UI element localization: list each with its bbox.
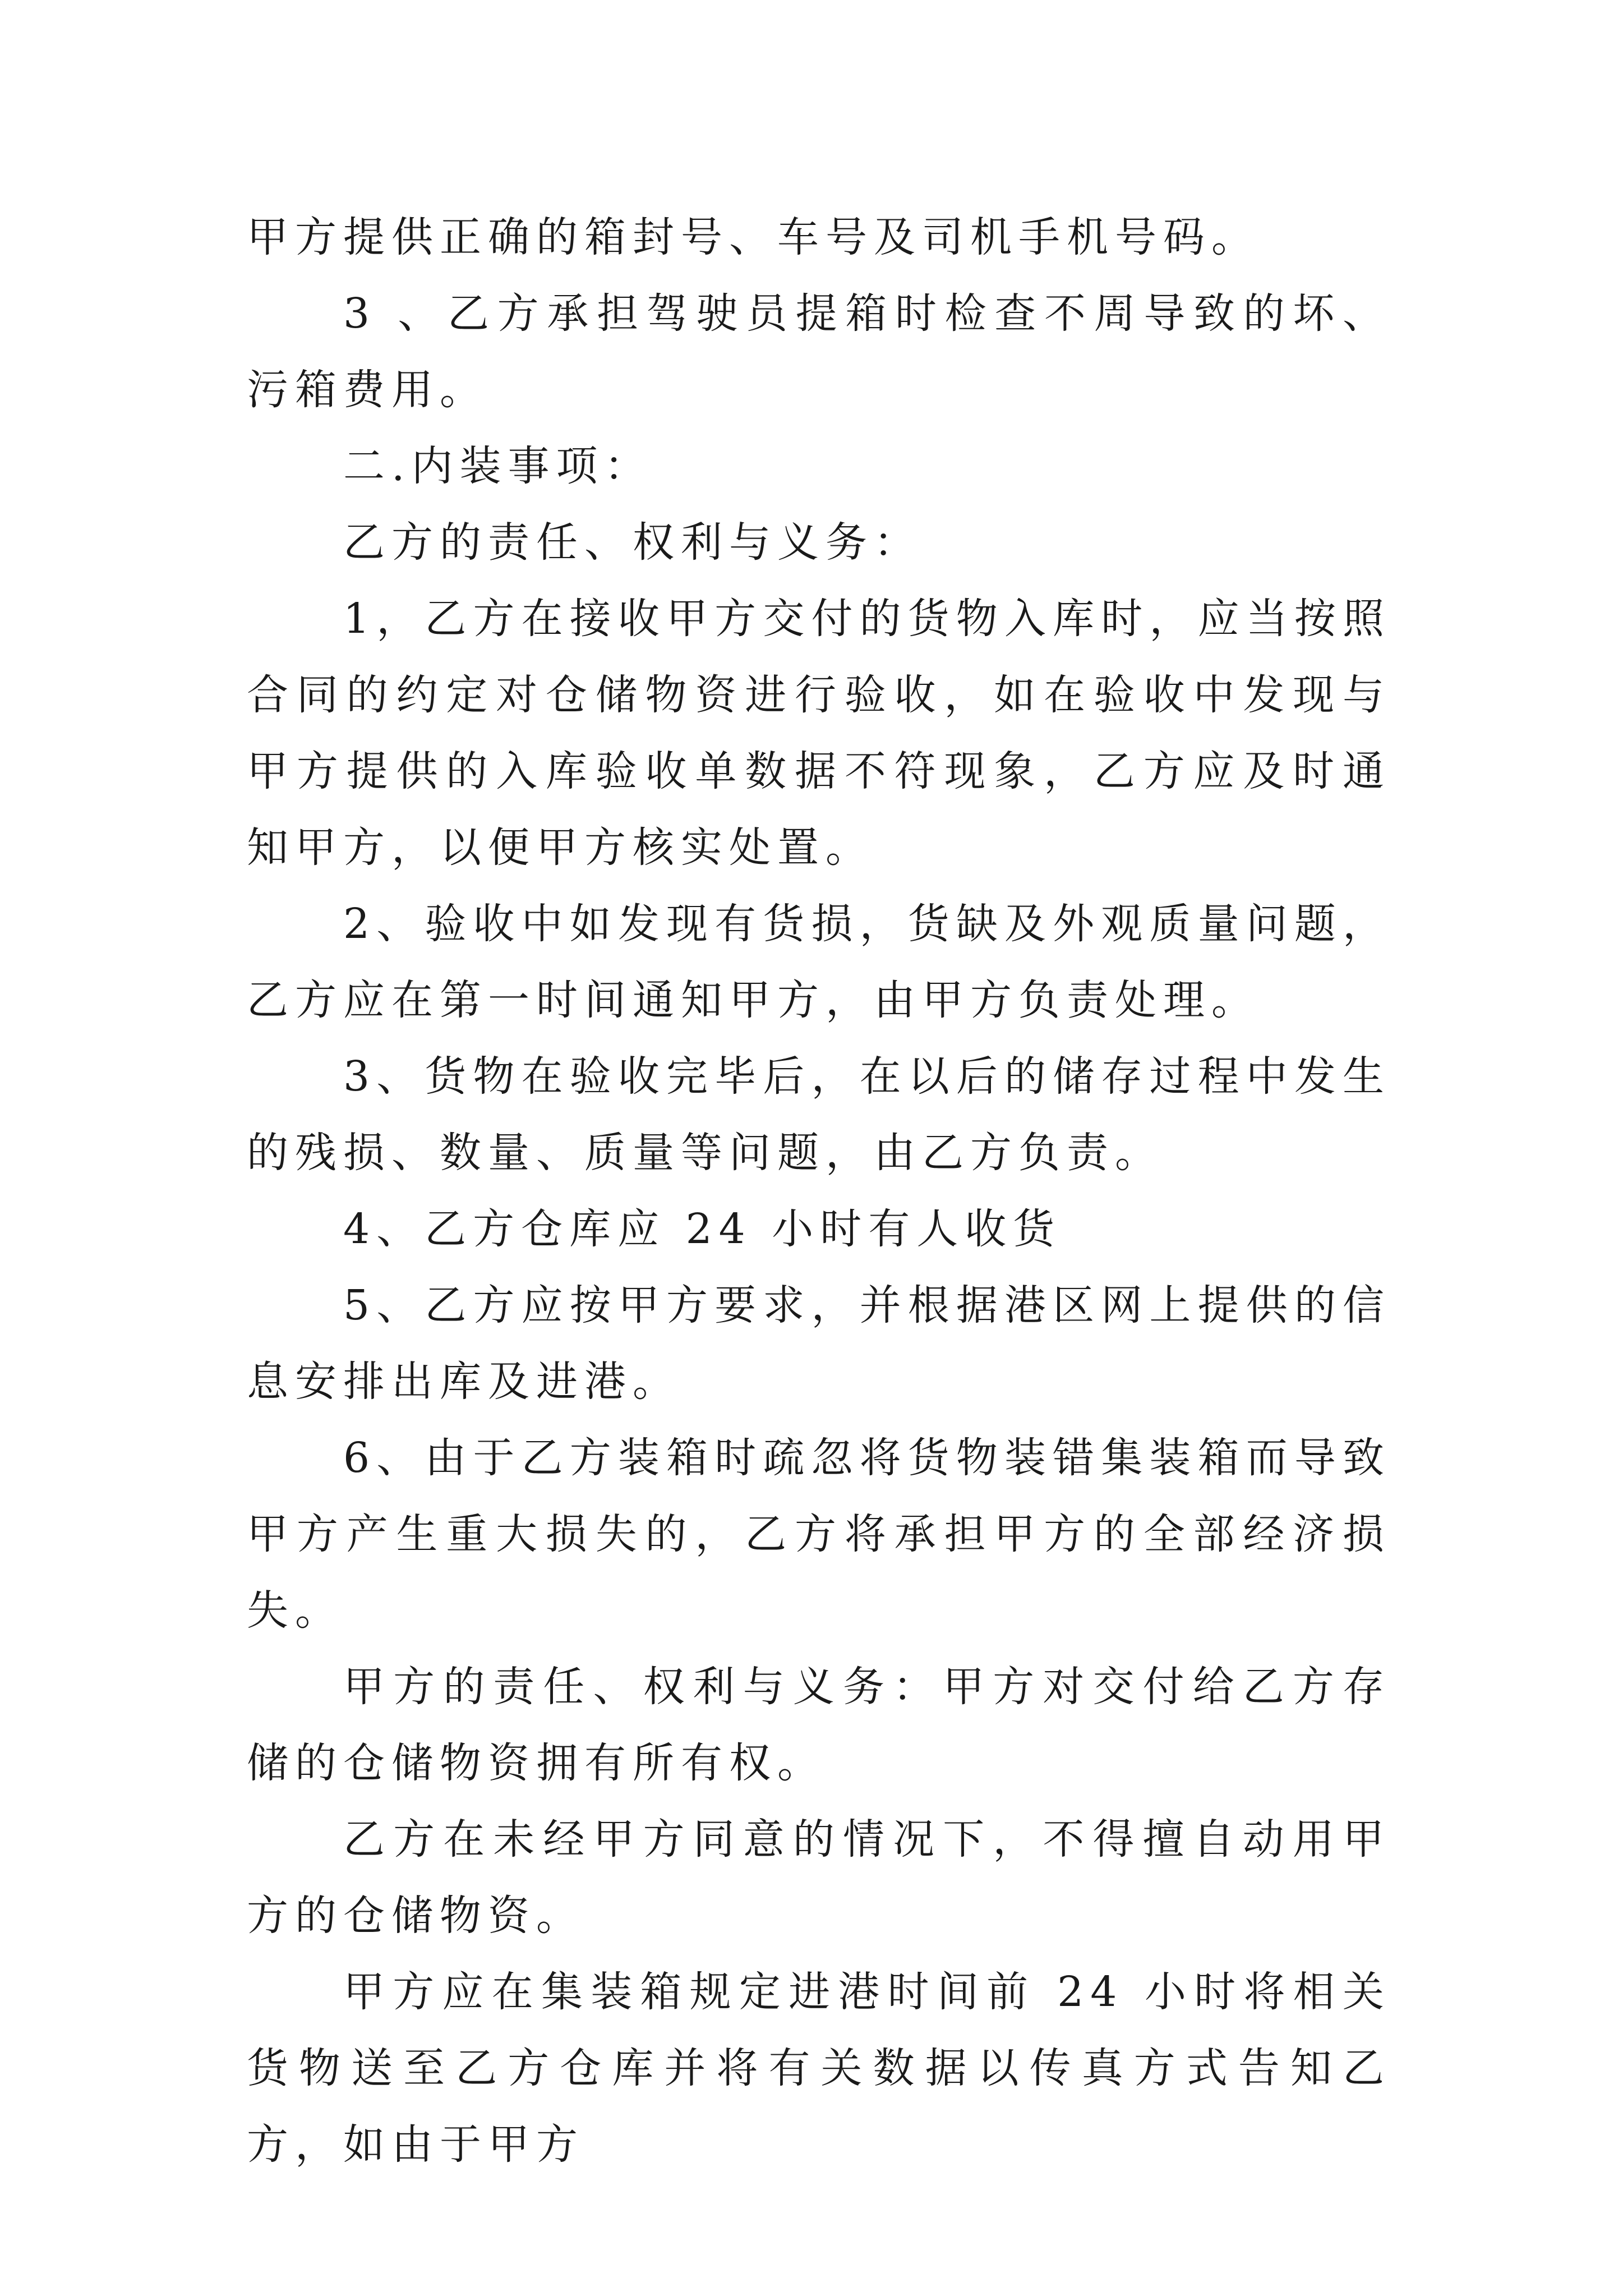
paragraph-item-1-inspection: 1，乙方在接收甲方交付的货物入库时，应当按照合同的约定对仓储物资进行验收，如在验收中发现与甲方提供的入库验收单数据不符现象，乙方应及时通知甲方，以便甲方核实处置。: [247, 595, 1391, 872]
paragraph-item-4-receiving: 4、乙方仓库应 24 小时有人收货: [343, 1205, 1062, 1253]
paragraph-continuation: 甲方提供正确的箱封号、车号及司机手机号码。: [247, 213, 1260, 261]
paragraph-item-6-loss: 6、由于乙方装箱时疏忽将货物装错集装箱而导致甲方产生重大损失的，乙方将承担甲方的全部经济损失。: [247, 1434, 1391, 1635]
paragraph-item-3-box-fee: 3 、乙方承担驾驶员提箱时检查不周导致的坏、污箱费用。: [247, 289, 1391, 414]
section-heading-inner-packing: 二.内装事项：: [343, 442, 653, 490]
paragraph-item-3-storage: 3、货物在验收完毕后，在以后的储存过程中发生的残损、数量、质量等问题，由乙方负责。: [247, 1052, 1391, 1177]
paragraph-item-2-damage: 2、验收中如发现有货损，货缺及外观质量问题，乙方应在第一时间通知甲方，由甲方负责处理。: [247, 900, 1391, 1024]
subheading-party-b-duties: 乙方的责任、权利与义务：: [343, 518, 922, 567]
paragraph-consent: 乙方在未经甲方同意的情况下，不得擅自动用甲方的仓储物资。: [247, 1815, 1391, 1940]
paragraph-party-a-duties: 甲方的责任、权利与义务：甲方对交付给乙方存储的仓储物资拥有所有权。: [247, 1663, 1391, 1787]
paragraph-item-5-dispatch: 5、乙方应按甲方要求，并根据港区网上提供的信息安排出库及进港。: [247, 1281, 1391, 1406]
paragraph-delivery-deadline: 甲方应在集装箱规定进港时间前 24 小时将相关货物送至乙方仓库并将有关数据以传真方式告知乙方，如由于甲方: [247, 1968, 1391, 2169]
document-body: [247, 199, 1391, 2183]
